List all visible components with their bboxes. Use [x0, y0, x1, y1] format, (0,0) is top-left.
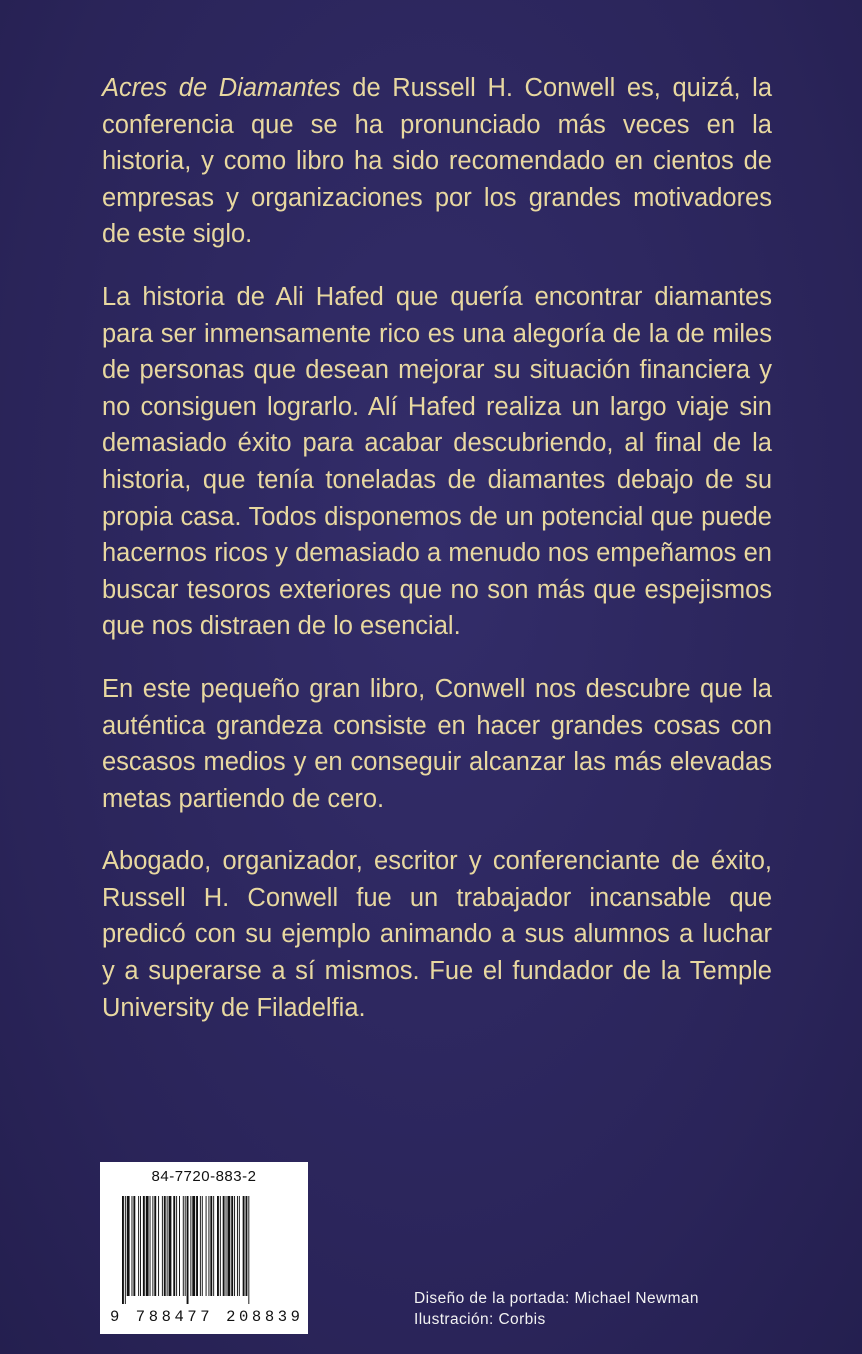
barcode-bar — [154, 1196, 156, 1296]
barcode-bar — [167, 1196, 168, 1296]
barcode-bar — [217, 1196, 219, 1296]
barcode-bar — [143, 1196, 145, 1296]
isbn-10: 84-7720-883-2 — [151, 1168, 257, 1185]
barcode-bar — [122, 1196, 124, 1304]
barcode-bar — [190, 1196, 191, 1296]
barcode-bar — [223, 1196, 225, 1296]
barcode-bar — [202, 1196, 203, 1296]
barcode-bar — [246, 1196, 248, 1296]
barcode-bar — [226, 1196, 227, 1296]
barcode-bar — [192, 1196, 195, 1296]
barcode-bar — [164, 1196, 166, 1296]
barcode-bar — [132, 1196, 133, 1296]
barcode-bar — [138, 1196, 139, 1296]
barcode-bar — [210, 1196, 212, 1296]
barcode-bar — [227, 1196, 230, 1296]
paragraph-2: La historia de Ali Hafed que quería encontrar diamantes para ser inmensamente rico es una alegoría de la de miles de personas que desean mejorar su situación financiera y no consiguen lograrlo. Alí Hafed realiza un largo viaje sin demasiado éxito para acabar descubriendo, al final de la historia, que tenía toneladas de diamantes debajo de su propia casa. Todos disponemos de un potencial que puede hacernos ricos y demasiado a menudo nos empeñamos en buscar tesoros exteriores que no son más que espejismos que nos distraen de lo esencial. — [102, 282, 772, 641]
barcode-bar — [183, 1196, 184, 1296]
barcode-bar — [231, 1196, 233, 1296]
barcode-bar — [196, 1196, 198, 1296]
barcode-bar — [243, 1196, 245, 1296]
barcode-bar — [185, 1196, 186, 1296]
credits — [414, 1288, 699, 1330]
back-cover-blurb — [102, 70, 772, 1052]
paragraph-1-text: de Russell H. Conwell es, quizá, la conferencia que se ha pronunciado más veces en la historia, y como libro ha sido recomendado en cientos de empresas y organizaciones por los grandes motivadores de este siglo. — [102, 74, 772, 249]
cover-design-credit: Diseño de la portada: Michael Newman — [414, 1290, 699, 1307]
barcode-bar — [213, 1196, 214, 1296]
barcode-bar — [206, 1196, 207, 1296]
book-title: Acres de Diamantes — [102, 74, 341, 102]
barcode-bar — [248, 1196, 249, 1304]
barcode-bar — [220, 1196, 221, 1296]
illustration-credit: Ilustración: Corbis — [414, 1311, 546, 1328]
barcode-bar — [162, 1196, 163, 1296]
paragraph-4: Abogado, organizador, escritor y conferenciante de éxito, Russell H. Conwell fue un trabajador incansable que predicó con su ejemplo animando a sus alumnos a luchar y a superarse a sí mismos. Fue el fundador de la Temple University de Filadelfia. — [102, 847, 772, 1022]
barcode-bar — [152, 1196, 153, 1296]
barcode-bar — [146, 1196, 149, 1296]
barcode-bar — [150, 1196, 151, 1296]
barcode-bar — [208, 1196, 209, 1296]
barcode-bar — [187, 1196, 189, 1304]
barcode-bar — [127, 1196, 130, 1296]
paragraph-1 — [102, 70, 772, 253]
barcode-bar — [234, 1196, 235, 1296]
barcode-bar — [173, 1196, 175, 1296]
paragraph-3: En este pequeño gran libro, Conwell nos descubre que la auténtica grandeza consiste en hacer grandes cosas con escasos medios y en conseguir alcanzar las más elevadas metas partiendo de cero. — [102, 674, 772, 813]
barcode-bar — [237, 1196, 238, 1296]
barcode-bar — [158, 1196, 159, 1296]
isbn-13: 9 788477 208839 — [110, 1308, 304, 1326]
barcode — [100, 1162, 308, 1334]
barcode-bar — [239, 1196, 240, 1296]
barcode-bar — [140, 1196, 141, 1296]
barcode-bar — [176, 1196, 177, 1296]
barcode-bars — [122, 1196, 292, 1304]
barcode-bar — [200, 1196, 201, 1296]
barcode-bar — [169, 1196, 172, 1296]
barcode-bar — [179, 1196, 180, 1296]
barcode-bar — [125, 1196, 126, 1304]
barcode-bar — [133, 1196, 135, 1296]
